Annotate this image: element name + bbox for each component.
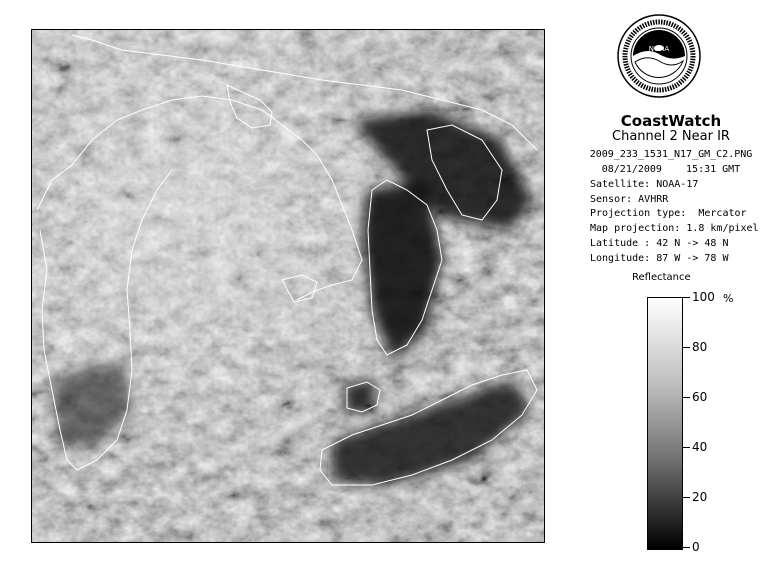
colorbar-tick (682, 347, 690, 348)
colorbar-unit: % (723, 292, 734, 305)
colorbar-tick-label: 20 (692, 490, 708, 504)
noaa-logo (617, 14, 701, 98)
colorbar-tick (682, 397, 690, 398)
colorbar-tick (682, 547, 690, 548)
projection-type: Projection type: Mercator (590, 208, 747, 219)
colorbar-title: Reflectance (632, 272, 691, 283)
logo-text: NOAA (648, 45, 670, 53)
satellite: Satellite: NOAA-17 (590, 179, 699, 190)
colorbar (647, 297, 683, 550)
colorbar-tick-label: 100 (692, 290, 715, 304)
latitude: Latitude : 42 N -> 48 N (590, 238, 729, 249)
map-projection: Map projection: 1.8 km/pixel (590, 223, 759, 234)
colorbar-tick-label: 80 (692, 340, 708, 354)
filename: 2009_233_1531_N17_GM_C2.PNG (589, 149, 753, 160)
colorbar-tick-label: 40 (692, 440, 708, 454)
longitude: Longitude: 87 W -> 78 W (590, 253, 729, 264)
sensor: Sensor: AVHRR (590, 194, 669, 205)
colorbar-tick (682, 297, 690, 298)
title: CoastWatch (620, 112, 722, 130)
datetime: 08/21/2009 15:31 GMT (601, 164, 741, 175)
colorbar-tick (682, 497, 690, 498)
colorbar-tick-label: 0 (692, 540, 700, 554)
subtitle: Channel 2 Near IR (612, 129, 730, 144)
colorbar-tick (682, 447, 690, 448)
satellite-image-render (32, 30, 544, 542)
colorbar-tick-label: 60 (692, 390, 708, 404)
satellite-image (31, 29, 545, 543)
